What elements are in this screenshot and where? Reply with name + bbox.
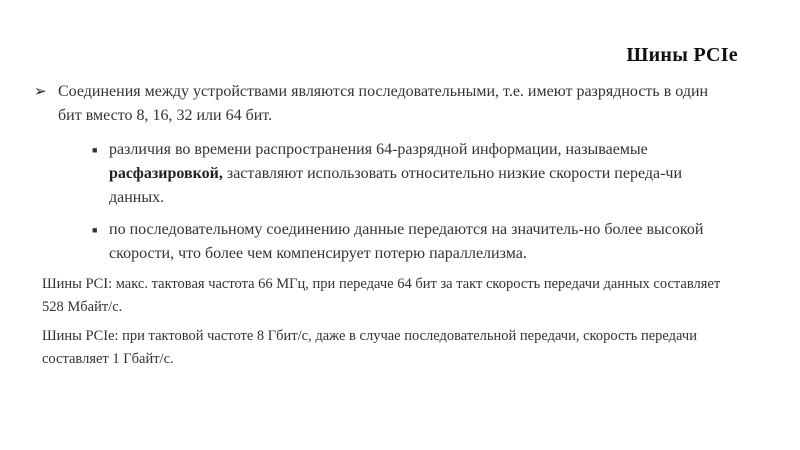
sub-bullet [92,218,732,266]
sub-bullet-text-after: заставляют использовать относительно низкие скорости переда-чи данных. [109,165,683,206]
sub-bullet [92,138,732,210]
main-bullet-text: Соединения между устройствами являются последовательными, т.е. имеют разрядность в один бит вместо 8, 16, 32 или 64 бит. [58,83,709,124]
square-bullet-icon: ■ [92,145,98,155]
slide-title: Шины PCIe [626,44,738,66]
arrow-bullet-icon: ➢ [34,84,47,100]
sub-bullet-text [109,138,732,210]
pci-note: Шины PCI: макс. тактовая частота 66 МГц, при передаче 64 бит за такт скорость передачи данных составляет 528 Мбайт/с. [42,276,721,315]
pcie-note: Шины PCIe: при тактовой частоте 8 Гбит/с, даже в случае последовательной передачи, скорость передачи составляет 1 Гбайт/с. [42,328,697,367]
square-bullet-icon: ■ [92,225,98,235]
sub-bullet-bold-term: расфазировкой, [109,165,223,182]
sub-bullet-text: по последовательному соединению данные передаются на значитель-но более высокой скорости, что более чем компенсирует потерю параллелизма. [109,221,704,262]
sub-bullet-text-before: различия во времени распространения 64-разрядной информации, называемые [109,141,648,158]
main-bullet [34,80,734,128]
